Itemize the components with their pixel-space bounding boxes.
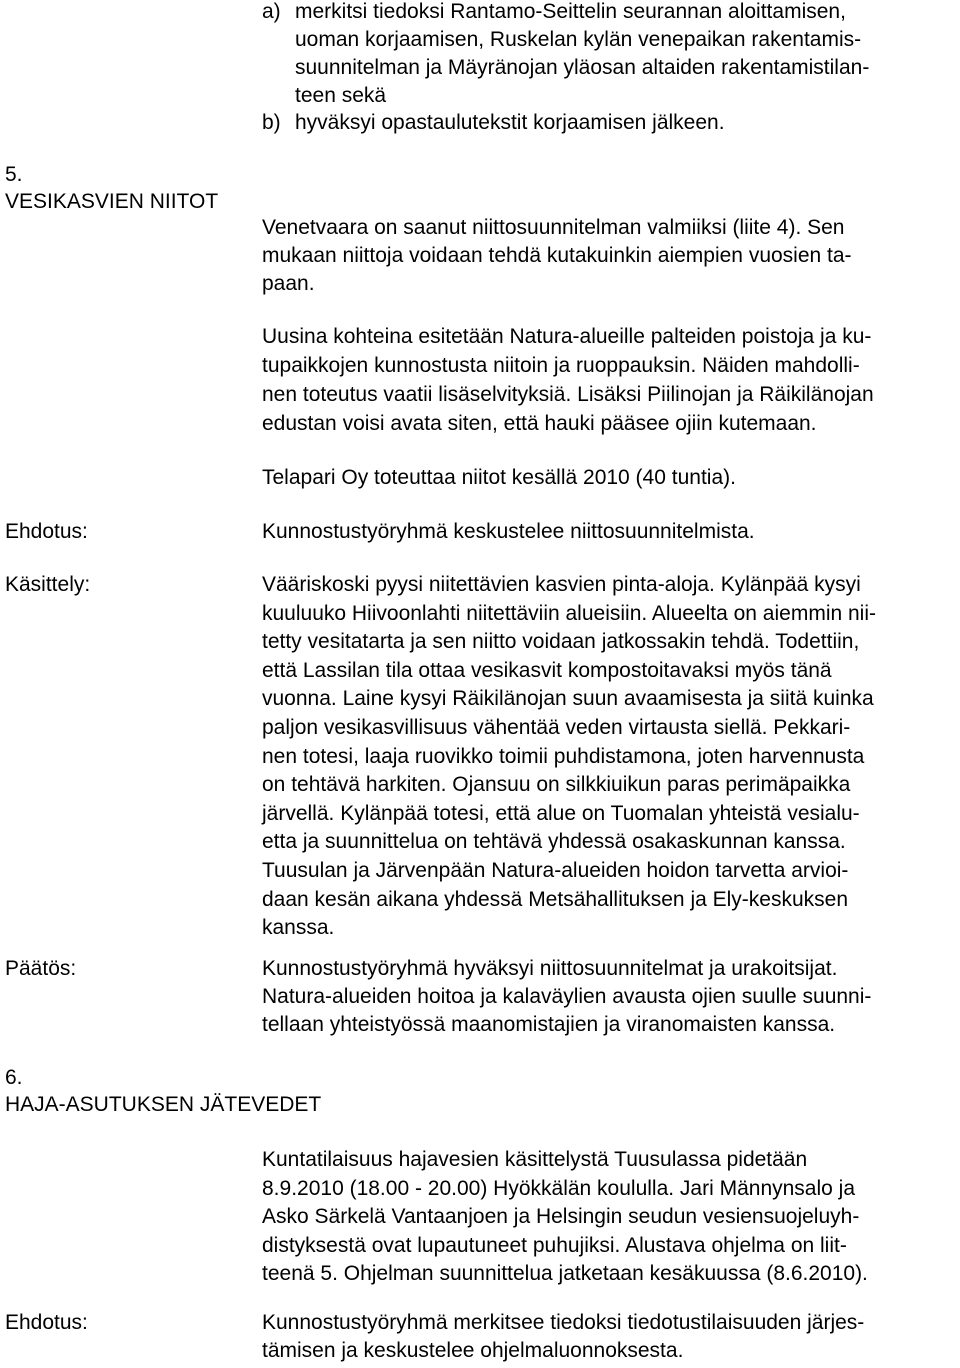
- text-line: mukaan niittoja voidaan tehdä kutakuinkin aiempien vuosien ta-: [262, 244, 852, 267]
- text-line: että Lassilan tila ottaa vesikasvit kompostoitavaksi myös tänä: [262, 658, 832, 682]
- text-line: uoman korjaamisen, Ruskelan kylän venepaikan rakentamis-: [295, 28, 862, 51]
- text-line: Uusina kohteina esitetään Natura-alueille palteiden poistoja ja ku-: [262, 325, 872, 348]
- ehdotus-text: Kunnostustyöryhmä keskustelee niittosuunnitelmista.: [262, 520, 755, 543]
- text-line: teenä 5. Ohjelman suunnittelua jatketaan kesäkuussa (8.6.2010).: [262, 1262, 868, 1285]
- list-marker-b: b): [262, 111, 281, 134]
- kasittely-label: Käsittely:: [5, 573, 91, 596]
- text-line: nen toteutus vaatii lisäselvityksiä. Lisäksi Piilinojan ja Räikilänojan: [262, 383, 874, 406]
- text-line: Kuntatilaisuus hajavesien käsittelystä Tuusulassa pidetään: [262, 1148, 808, 1171]
- text-line: Natura-alueiden hoitoa ja kalaväylien avausta ojien suulle suunni-: [262, 985, 872, 1008]
- text-line: Venetvaara on saanut niittosuunnitelman valmiiksi (liite 4). Sen: [262, 216, 845, 239]
- text-line: teen sekä: [295, 84, 387, 107]
- text-line: 8.9.2010 (18.00 - 20.00) Hyökkälän koululla. Jari Männynsalo ja: [262, 1176, 856, 1200]
- text-line: järvellä. Kylänpää totesi, että alue on Tuomalan yhteistä vesialu-: [262, 801, 860, 825]
- text-line: merkitsi tiedoksi Rantamo-Seittelin seurannan aloittamisen,: [295, 0, 846, 23]
- paatos-label: Päätös:: [5, 957, 77, 980]
- section-title: HAJA-ASUTUKSEN JÄTEVEDET: [5, 1093, 322, 1116]
- text-line: kanssa.: [262, 916, 335, 940]
- text-line: etta ja suunnittelua on tehtävä yhdessä osakaskunnan kanssa.: [262, 830, 846, 854]
- paragraph: Telapari Oy toteuttaa niitot kesällä 2010 (40 tuntia).: [262, 466, 736, 489]
- text-line: suunnitelman ja Mäyränojan yläosan altaiden rakentamistilan-: [295, 56, 870, 79]
- section-number: 5.: [5, 163, 23, 186]
- text-line: Kunnostustyöryhmä hyväksyi niittosuunnitelmat ja urakoitsijat.: [262, 957, 838, 980]
- text-line: nen totesi, laaja ruovikko toimii puhdistamona, joten harvennusta: [262, 744, 865, 768]
- text-line: tämisen ja keskustelee ohjelmaluonnoksesta.: [262, 1339, 684, 1362]
- text-line: Tuusulan ja Järvenpään Natura-alueiden hoidon tarvetta arvioi-: [262, 859, 849, 882]
- text-line: tupaikkojen kunnostusta niitoin ja ruoppauksin. Näiden mahdolli-: [262, 354, 860, 377]
- ehdotus-label: Ehdotus:: [5, 520, 88, 543]
- text-line: on tehtävä harkiten. Ojansuu on silkkiuikun paras perimäpaikka: [262, 773, 851, 797]
- list-marker-a: a): [262, 0, 281, 23]
- text-line: Kunnostustyöryhmä merkitsee tiedoksi tiedotustilaisuuden järjes-: [262, 1311, 865, 1334]
- text-line: paljon vesikasvillisuus vähentää veden virtausta siellä. Pekkari-: [262, 716, 851, 739]
- text-line: paan.: [262, 272, 315, 295]
- text-line: daan kesän aikana yhdessä Metsähallituksen ja Ely-keskuksen: [262, 887, 849, 911]
- text-line: Vääriskoski pyysi niitettävien kasvien pinta-aloja. Kylänpää kysyi: [262, 573, 861, 596]
- text-line: Asko Särkelä Vantaanjoen ja Helsingin seudun vesiensuojeluyh-: [262, 1205, 860, 1228]
- text-line: vuonna. Laine kysyi Räikilänojan suun avaamisesta ja siitä kuinka: [262, 687, 874, 711]
- section-title: VESIKASVIEN NIITOT: [5, 190, 219, 213]
- ehdotus-label: Ehdotus:: [5, 1311, 88, 1334]
- text-line: distyksestä ovat lupautuneet puhujiksi. Alustava ohjelma on liit-: [262, 1233, 847, 1257]
- text-line: tellaan yhteistyössä maanomistajien ja viranomaisten kanssa.: [262, 1013, 836, 1036]
- text-line: tetty vesitatarta ja sen niitto voidaan jatkossakin tehdä. Todettiin,: [262, 630, 860, 654]
- text-line: edustan voisi avata siten, että hauki pääsee ojiin kutemaan.: [262, 412, 817, 435]
- list-item-b: hyväksyi opastaulutekstit korjaamisen jälkeen.: [295, 111, 725, 134]
- text-line: kuuluuko Hiivoonlahti niitettäviin alueisiin. Alueelta on aiemmin nii-: [262, 601, 877, 625]
- section-number: 6.: [5, 1066, 23, 1089]
